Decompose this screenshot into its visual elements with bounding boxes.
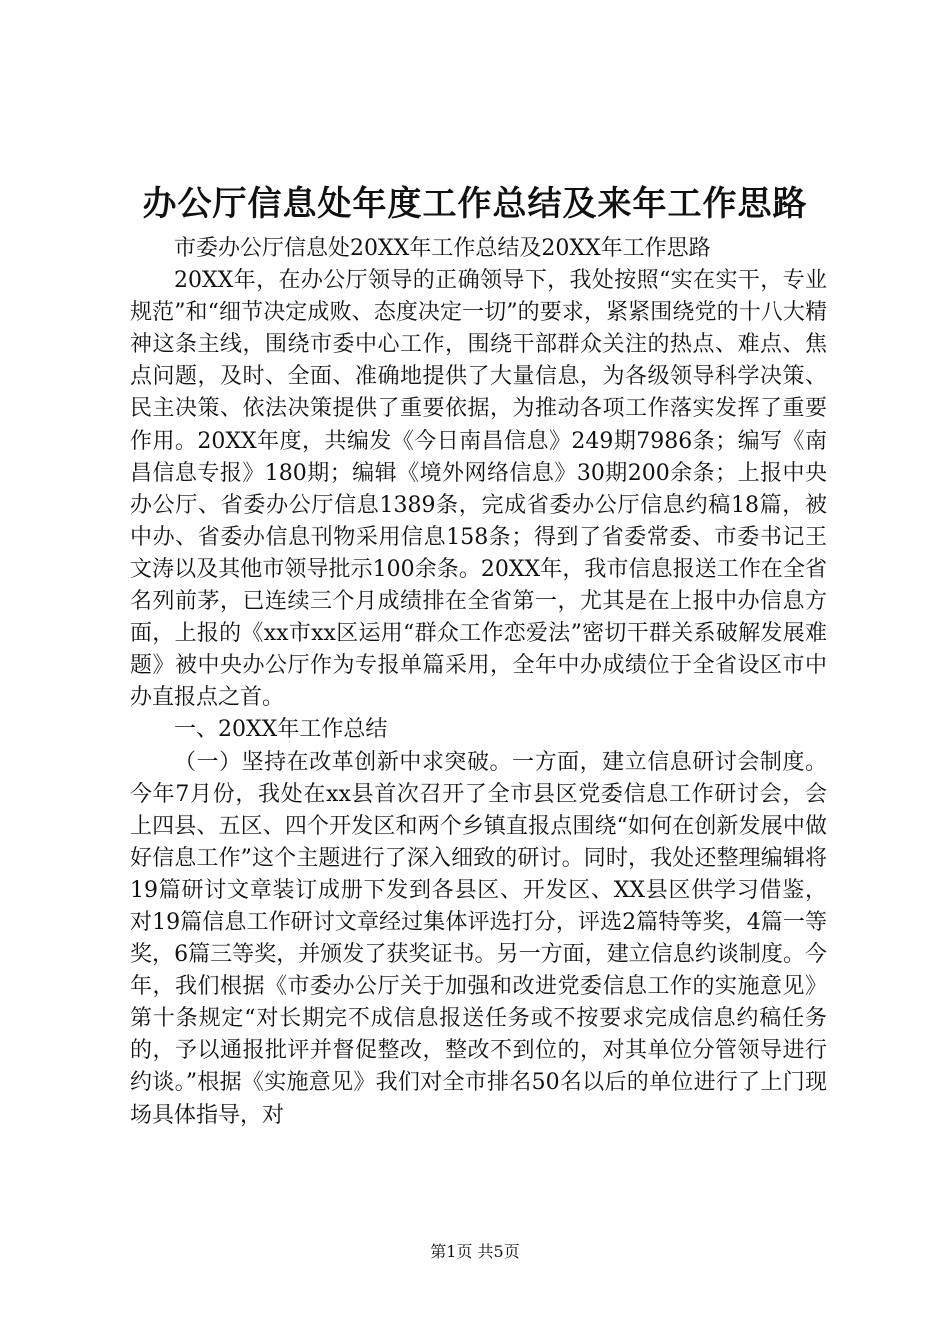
- section-heading: 一、20XX年工作总结: [174, 717, 388, 743]
- subtitle-paragraph: 市委办公厅信息处20XX年工作总结及20XX年工作思路: [174, 236, 711, 261]
- document-body: [130, 233, 827, 1132]
- intro-paragraph: 20XX年，在办公厅领导的正确领导下，我处按照“实在实干，专业规范”和“细节决定成败、态度决定一切”的要求，紧紧围绕党的十八大精神这条主线，围绕市委中心工作，围绕干部群众关注的热点、难点、焦点问题，及时、全面、准确地提供了大量信息，为各级领导科学决策、民主决策、依法决策提供了重要依据，为推动各项工作落实发挥了重要作用。20XX年度，共编发《今日南昌信息》249期7986条；编写《南昌信息专报》180期；编辑《境外网络信息》30期200余条；上报中央办公厅、省委办公厅信息1389条，完成省委办公厅信息约稿18篇，被中办、省委办信息刊物采用信息158条；得到了省委常委、市委书记王文涛以及其他市领导批示100余条。20XX年，我市信息报送工作在全省名列前茅，已连续三个月成绩排在全省第一，尤其是在上报中办信息方面，上报的《xx市xx区运用“群众工作恋爱法”密切干群关系破解发展难题》被中央办公厅作为专报单篇采用，全年中办成绩位于全省设区市中办直报点之首。: [130, 268, 827, 711]
- document-title: 办公厅信息处年度工作总结及来年工作思路: [142, 184, 808, 224]
- page-footer: 第1页 共5页: [430, 1242, 520, 1261]
- body-paragraph: （一）坚持在改革创新中求突破。一方面，建立信息研讨会制度。今年7月份，我处在xx县首次召开了全市县区党委信息工作研讨会，会上四县、五区、四个开发区和两个乡镇直报点围绕“如何在创新发展中做好信息工作”这个主题进行了深入细致的研讨。同时，我处还整理编辑将19篇研讨文章装订成册下发到各县区、开发区、XX县区供学习借鉴，对19篇信息工作研讨文章经过集体评选打分，评选2篇特等奖，4篇一等奖，6篇三等奖，并颁发了获奖证书。另一方面，建立信息约谈制度。今年，我们根据《市委办公厅关于加强和改进党委信息工作的实施意见》第十条规定“对长期完不成信息报送任务或不按要求完成信息约稿任务的，予以通报批评并督促整改，整改不到位的，对其单位分管领导进行约谈。”根据《实施意见》我们对全市排名50名以后的单位进行了上门现场具体指导，对: [130, 749, 827, 1128]
